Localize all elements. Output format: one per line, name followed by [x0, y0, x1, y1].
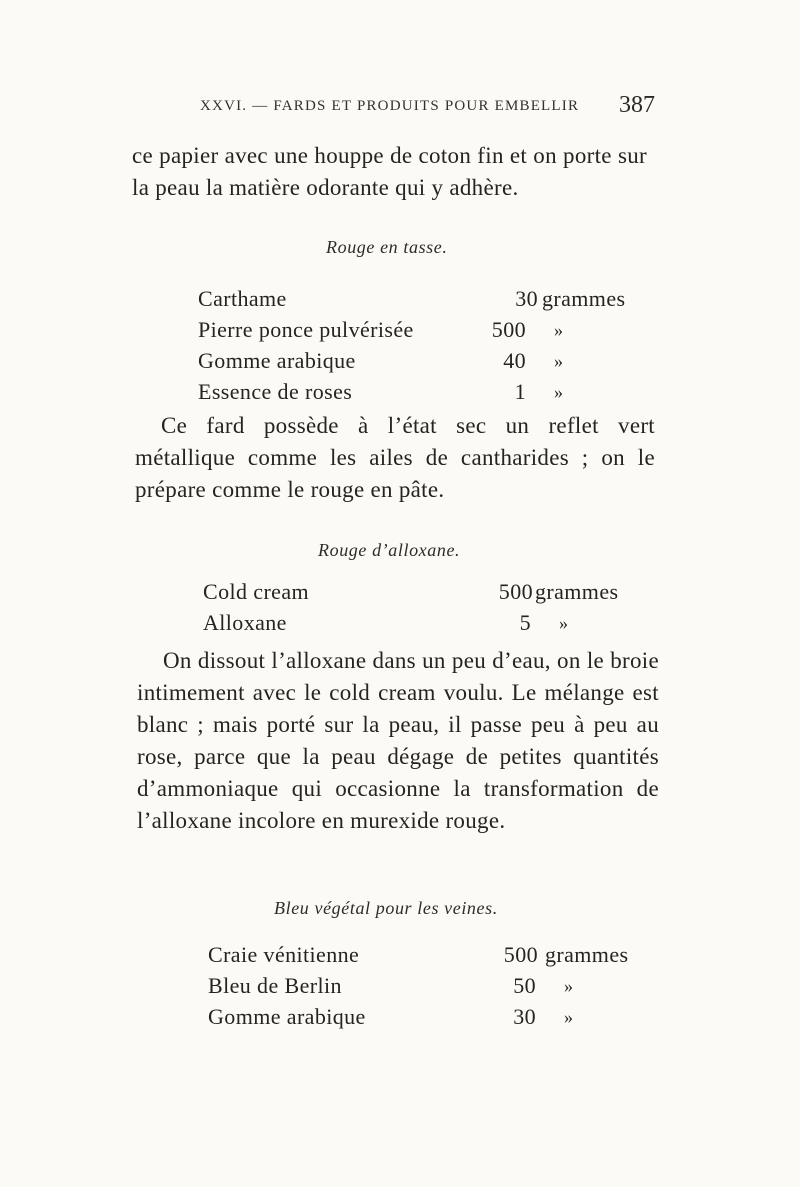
ditto-mark: » [564, 976, 574, 996]
ingredient-quantity: 500 [503, 942, 538, 967]
ingredient-unit: grammes [535, 579, 619, 604]
ditto-mark: » [559, 613, 569, 633]
ingredient-row [198, 379, 638, 410]
ingredient-row [208, 942, 648, 973]
ingredient-name: Cold cream [203, 579, 310, 604]
ingredient-row [203, 610, 643, 641]
running-header [200, 92, 655, 122]
ingredient-row [198, 348, 638, 379]
ingredient-row [208, 973, 648, 1004]
ingredient-name: Craie vénitienne [208, 942, 360, 967]
intro-paragraph: ce papier avec une houppe de coton fin et on porte sur la peau la matière odorante qui y adhère. [132, 143, 647, 200]
ingredient-quantity: 5 [519, 610, 531, 635]
ingredient-name: Pierre ponce pulvérisée [198, 317, 414, 342]
ingredient-quantity: 500 [491, 317, 526, 342]
section-title-rouge-alloxane: Rouge d’alloxane. [318, 540, 461, 560]
recipe-list-bleu-vegetal [208, 942, 648, 1035]
ingredient-name: Gomme arabique [198, 348, 356, 373]
ditto-mark: » [554, 320, 564, 340]
ingredient-quantity: 500 [498, 579, 533, 604]
ingredient-row [198, 286, 638, 317]
ingredient-name: Alloxane [203, 610, 287, 635]
recipe-list-rouge-alloxane [203, 579, 643, 641]
note-paragraph-rouge-en-tasse: Ce fard possède à l’état sec un reflet vert métallique comme les ailes de cantharides ; on le prépare comme le rouge en pâte. [135, 413, 655, 502]
ingredient-quantity: 50 [513, 973, 536, 998]
note-paragraph-rouge-alloxane: On dissout l’alloxane dans un peu d’eau, on le broie intimement avec le cold cream voulu. Le mélange est blanc ; mais porté sur la peau, il passe peu à peu au rose, parce que la peau dégage de petites quantités d’ammoniaque qui occasionne la transformation de l’alloxane incolore en murexide rouge. [137, 648, 659, 833]
ingredient-quantity: 30 [513, 1004, 536, 1029]
ingredient-row [208, 1004, 648, 1035]
ditto-mark: » [554, 382, 564, 402]
chapter-title: XXVI. — FARDS ET PRODUITS POUR EMBELLIR [200, 98, 580, 114]
ingredient-name: Essence de roses [198, 379, 353, 404]
ingredient-quantity: 40 [503, 348, 526, 373]
ingredient-name: Carthame [198, 286, 287, 311]
recipe-list-rouge-en-tasse [198, 286, 638, 410]
ingredient-quantity: 30 [515, 286, 538, 311]
ingredient-name: Bleu de Berlin [208, 973, 342, 998]
ditto-mark: » [564, 1007, 574, 1027]
ingredient-unit: grammes [545, 942, 629, 967]
ingredient-name: Gomme arabique [208, 1004, 366, 1029]
ingredient-unit: grammes [542, 286, 626, 311]
ingredient-row [198, 317, 638, 348]
ditto-mark: » [554, 351, 564, 371]
ingredient-quantity: 1 [514, 379, 526, 404]
section-title-rouge-en-tasse: Rouge en tasse. [326, 237, 448, 257]
ingredient-row [203, 579, 643, 610]
section-title-bleu-vegetal: Bleu végétal pour les veines. [274, 898, 498, 918]
page-number: 387 [619, 92, 655, 118]
